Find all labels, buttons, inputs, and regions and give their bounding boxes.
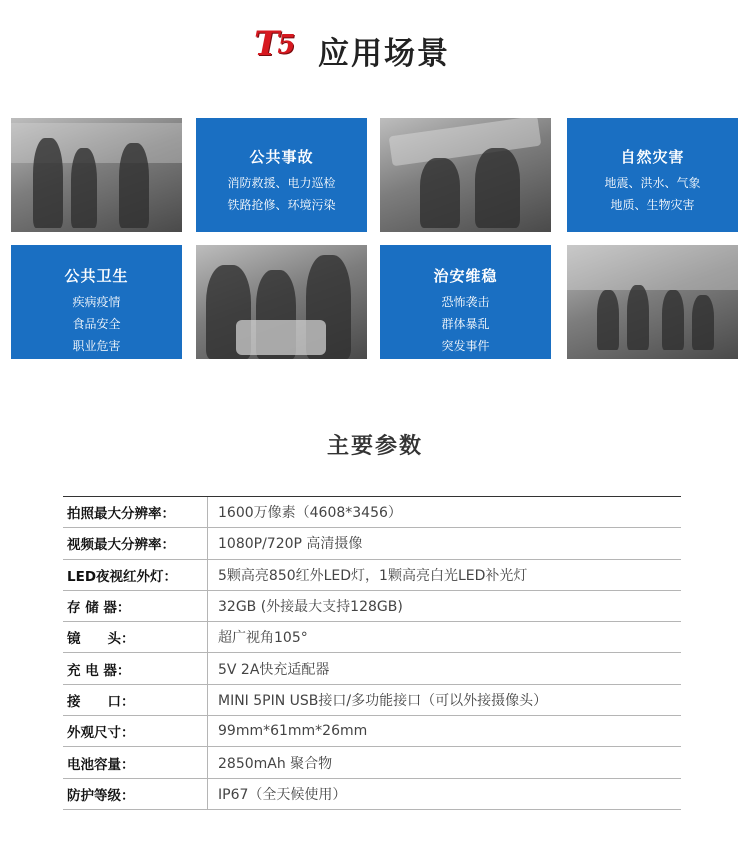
spec-label: 充 电 器： — [63, 653, 208, 683]
scene-natural-disaster — [567, 118, 738, 232]
spec-value: MINI 5PIN USB接口/多功能接口（可以外接摄像头） — [218, 692, 548, 709]
section-title: 应用场景 — [318, 36, 450, 72]
scene-public-accident — [196, 118, 367, 232]
params-title: 主要参数 — [326, 434, 423, 459]
spec-row — [63, 747, 681, 778]
spec-value: 5V 2A快充适配器 — [218, 661, 330, 678]
spec-row — [63, 779, 681, 810]
spec-row — [63, 496, 681, 528]
scene-line: 食品安全 — [72, 317, 121, 331]
scene-title: 治安维稳 — [433, 267, 498, 285]
spec-row — [63, 622, 681, 653]
scene-line: 铁路抢修、环境污染 — [227, 198, 336, 212]
spec-value: 5颗高亮850红外LED灯，1颗高亮白光LED补光灯 — [218, 567, 528, 584]
spec-value: 32GB (外接最大支持128GB) — [218, 599, 403, 616]
spec-row — [63, 591, 681, 622]
spec-row — [63, 528, 681, 559]
spec-label: 防护等级： — [63, 779, 208, 809]
spec-label: 视频最大分辨率： — [63, 528, 208, 558]
spec-row — [63, 685, 681, 716]
scene-line: 恐怖袭击 — [441, 295, 490, 309]
spec-row — [63, 560, 681, 591]
spec-value: IP67（全天候使用） — [218, 786, 347, 803]
t5-logo: T5 — [254, 24, 294, 64]
scene-line: 职业危害 — [72, 339, 121, 353]
scene-public-security — [380, 245, 551, 359]
scene-title: 公共事故 — [249, 148, 314, 166]
inspectors-photo — [196, 245, 367, 359]
spec-label: 接 口： — [63, 685, 208, 715]
spec-value: 2850mAh 聚合物 — [218, 755, 333, 772]
scene-title: 自然灾害 — [620, 148, 685, 166]
scene-line: 疾病疫情 — [72, 295, 121, 309]
scene-line: 突发事件 — [441, 339, 490, 353]
spec-table — [63, 496, 681, 810]
crowd-rescue-photo — [567, 245, 738, 359]
spec-value: 1600万像素（4608*3456） — [218, 505, 402, 522]
scene-line: 地质、生物灾害 — [610, 198, 695, 212]
scene-line: 消防救援、电力巡检 — [227, 176, 336, 190]
spec-label: LED夜视红外灯： — [63, 560, 208, 590]
scene-title: 公共卫生 — [64, 267, 129, 285]
spec-label: 镜 头： — [63, 622, 208, 652]
scene-public-health — [11, 245, 182, 359]
section-header — [0, 22, 750, 72]
spec-value: 99mm*61mm*26mm — [218, 723, 368, 740]
spec-value: 超广视角105° — [218, 630, 308, 647]
spec-row — [63, 716, 681, 747]
spec-label: 拍照最大分辨率： — [63, 497, 208, 527]
scene-line: 地震、洪水、气象 — [604, 176, 701, 190]
spec-value: 1080P/720P 高清摄像 — [218, 536, 363, 553]
scene-line: 群体暴乱 — [441, 317, 490, 331]
spec-label: 电池容量： — [63, 747, 208, 777]
spec-label: 外观尺寸： — [63, 716, 208, 746]
rescue-rubble-photo — [380, 118, 551, 232]
spec-label: 存 储 器： — [63, 591, 208, 621]
firefighters-photo — [11, 118, 182, 232]
spec-row — [63, 653, 681, 684]
